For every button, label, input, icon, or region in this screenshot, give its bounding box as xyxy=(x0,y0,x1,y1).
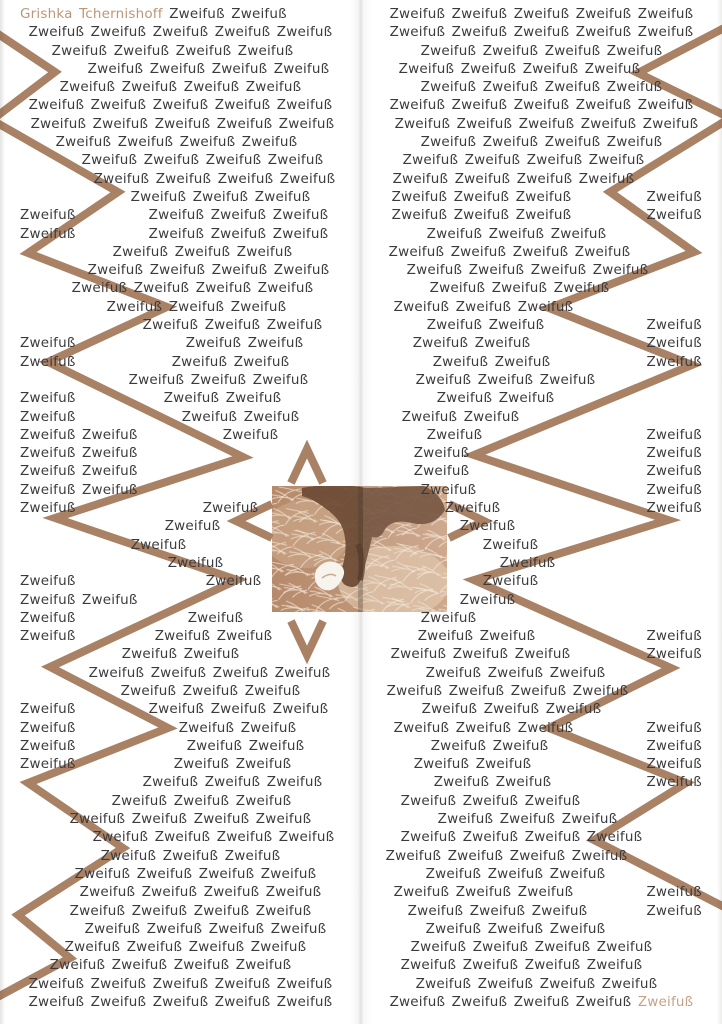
text-row xyxy=(361,883,722,901)
word-group-center: Zweifuß Zweifuß Zweifuß Zweifuß xyxy=(400,829,643,846)
text-row xyxy=(361,353,722,371)
word-group-center: Zweifuß Zweifuß Zweifuß xyxy=(100,847,281,864)
word-group-center: Zweifuß Zweifuß Zweifuß xyxy=(437,811,618,828)
word-group-left: Zweifuß Zweifuß xyxy=(20,426,138,443)
text-row xyxy=(361,42,722,60)
text-row xyxy=(0,389,361,407)
word-group-center: Zweifuß xyxy=(202,500,259,517)
word-group-center: Zweifuß Zweifuß Zweifuß xyxy=(391,188,572,205)
word-group-center: Zweifuß Zweifuß Zweifuß Zweifuß xyxy=(420,42,663,59)
text-row xyxy=(0,572,361,590)
word-group-left: Zweifuß Zweifuß xyxy=(20,463,138,480)
text-row xyxy=(0,96,361,114)
word-group-center: Zweifuß Zweifuß Zweifuß xyxy=(400,792,581,809)
word-group-center: Zweifuß Zweifuß xyxy=(186,737,305,754)
text-row xyxy=(361,609,722,627)
word-group-left: Zweifuß xyxy=(20,701,76,718)
text-row xyxy=(361,23,722,41)
word-group-center: Zweifuß Zweifuß Zweifuß Zweifuß xyxy=(410,939,653,956)
word-group-left: Zweifuß xyxy=(20,408,76,425)
text-row xyxy=(361,572,722,590)
word-group-center: Zweifuß Zweifuß Zweifuß Zweifuß xyxy=(388,243,631,260)
highlighted-final-word: Zweifuß xyxy=(637,994,694,1011)
word-group-center: Zweifuß xyxy=(164,518,221,535)
word-group-center: Zweifuß Zweifuß xyxy=(181,408,300,425)
word-group-right: Zweifuß xyxy=(646,335,702,352)
text-row xyxy=(361,902,722,920)
word-group-right: Zweifuß xyxy=(646,353,702,370)
word-group-center: Zweifuß Zweifuß Zweifuß xyxy=(112,243,293,260)
word-group-center: Zweifuß Zweifuß Zweifuß Zweifuß xyxy=(385,847,628,864)
text-row xyxy=(361,78,722,96)
text-row xyxy=(361,188,722,206)
text-row xyxy=(0,243,361,261)
word-group-center: Zweifuß xyxy=(187,609,244,626)
word-group-left: Zweifuß xyxy=(20,756,76,773)
word-group-center: Zweifuß Zweifuß Zweifuß Zweifuß xyxy=(400,957,643,974)
text-row xyxy=(361,115,722,133)
word-group-center: Zweifuß Zweifuß xyxy=(173,756,292,773)
text-row xyxy=(361,773,722,791)
word-group-center: Zweifuß Zweifuß Zweifuß xyxy=(421,701,602,718)
text-row xyxy=(0,956,361,974)
text-row xyxy=(0,938,361,956)
word-group-center: Zweifuß xyxy=(167,554,224,571)
word-group-left: Zweifuß xyxy=(20,225,76,242)
word-group-left: Zweifuß xyxy=(20,719,76,736)
text-row xyxy=(361,737,722,755)
word-group-center: Zweifuß Zweifuß Zweifuß Zweifuß Zweifuß xyxy=(28,975,333,992)
text-row xyxy=(0,536,361,554)
word-group-center: Zweifuß xyxy=(222,426,279,443)
word-group-left: Zweifuß Zweifuß xyxy=(20,445,138,462)
word-group-center: Zweifuß Zweifuß xyxy=(121,646,240,663)
text-row xyxy=(0,664,361,682)
text-row xyxy=(0,353,361,371)
text-row xyxy=(361,60,722,78)
text-row xyxy=(0,225,361,243)
word-group-center: Zweifuß Zweifuß Zweifuß Zweifuß xyxy=(49,957,292,974)
word-group-center: Zweifuß Zweifuß Zweifuß Zweifuß xyxy=(81,152,324,169)
word-group-left: Zweifuß xyxy=(20,335,76,352)
word-group-center: Zweifuß Zweifuß Zweifuß xyxy=(148,207,329,224)
text-row xyxy=(361,298,722,316)
text-row xyxy=(361,444,722,462)
text-row xyxy=(361,517,722,535)
word-group-center: Zweifuß Zweifuß Zweifuß xyxy=(393,298,574,315)
word-group-left: Zweifuß xyxy=(20,500,76,517)
text-row xyxy=(361,755,722,773)
word-group-center: Zweifuß Zweifuß xyxy=(432,353,551,370)
text-row xyxy=(0,151,361,169)
word-group-center: Zweifuß Zweifuß Zweifuß xyxy=(429,280,610,297)
text-row xyxy=(0,371,361,389)
text-row xyxy=(361,792,722,810)
word-group-center: Zweifuß Zweifuß Zweifuß Zweifuß xyxy=(420,134,663,151)
word-group-center: Zweifuß Zweifuß Zweifuß xyxy=(425,664,606,681)
word-group-center: Zweifuß Zweifuß Zweifuß xyxy=(393,719,574,736)
word-group-center: Zweifuß Zweifuß Zweifuß xyxy=(391,207,572,224)
word-group-center: Zweifuß Zweifuß Zweifuß Zweifuß xyxy=(74,865,317,882)
word-group-left: Zweifuß xyxy=(20,207,76,224)
word-group-center: Zweifuß Zweifuß Zweifuß Zweifuß xyxy=(88,664,331,681)
word-group-center: Zweifuß Zweifuß xyxy=(413,756,532,773)
word-group-center: Zweifuß Zweifuß Zweifuß xyxy=(142,774,323,791)
text-row xyxy=(361,133,722,151)
word-group-center: Zweifuß Zweifuß Zweifuß Zweifuß Zweifuß xyxy=(28,97,333,114)
word-group-center: Zweifuß Zweifuß Zweifuß xyxy=(111,792,292,809)
word-group-center: Zweifuß Zweifuß Zweifuß Zweifuß xyxy=(64,939,307,956)
word-group-center: Zweifuß Zweifuß Zweifuß Zweifuß Zweifuß xyxy=(30,115,335,132)
word-group-center: Zweifuß Zweifuß xyxy=(154,628,273,645)
text-row xyxy=(361,554,722,572)
word-group-center: Zweifuß Zweifuß Zweifuß xyxy=(106,298,287,315)
word-group-center: Zweifuß Zweifuß Zweifuß Zweifuß Zweifuß xyxy=(28,994,333,1011)
word-group-left: Zweifuß xyxy=(20,609,76,626)
text-row xyxy=(0,42,361,60)
word-group-center: Zweifuß Zweifuß xyxy=(433,774,552,791)
word-group-right: Zweifuß xyxy=(646,884,702,901)
word-group-center: Zweifuß Zweifuß xyxy=(417,628,536,645)
word-group-center: Zweifuß Zweifuß xyxy=(430,737,549,754)
text-row xyxy=(0,78,361,96)
word-group-right: Zweifuß xyxy=(646,463,702,480)
text-row xyxy=(361,536,722,554)
word-group-right: Zweifuß xyxy=(646,719,702,736)
word-group-right: Zweifuß xyxy=(646,481,702,498)
text-row xyxy=(361,645,722,663)
word-group-center: Zweifuß xyxy=(482,573,539,590)
right-page xyxy=(361,0,722,1024)
text-row xyxy=(361,700,722,718)
word-group-center: Zweifuß Zweifuß Zweifuß Zweifuß xyxy=(93,170,336,187)
word-group-center: Zweifuß Zweifuß Zweifuß Zweifuß Zweifuß xyxy=(394,115,699,132)
word-group-center: Zweifuß xyxy=(413,463,470,480)
word-group-center: Zweifuß xyxy=(426,426,483,443)
text-row: Grishka Tchernishoff Zweifuß Zweifuß xyxy=(20,6,287,22)
word-group-center: Zweifuß Zweifuß Zweifuß Zweifuß xyxy=(87,262,330,279)
word-group-left: Zweifuß xyxy=(20,390,76,407)
word-group-center: Zweifuß xyxy=(205,573,262,590)
word-group-left: Zweifuß xyxy=(20,573,76,590)
text-row xyxy=(361,865,722,883)
word-group-center: Zweifuß Zweifuß Zweifuß xyxy=(120,682,301,699)
word-group-center: Zweifuß Zweifuß Zweifuß Zweifuß xyxy=(386,682,629,699)
word-group-center: Zweifuß Zweifuß Zweifuß Zweifuß xyxy=(59,79,302,96)
word-group-right: Zweifuß xyxy=(646,426,702,443)
word-group-center: Zweifuß Zweifuß xyxy=(401,408,520,425)
text-row xyxy=(361,243,722,261)
text-row xyxy=(0,115,361,133)
word-group-center: Zweifuß Zweifuß Zweifuß Zweifuß xyxy=(415,975,658,992)
text-row xyxy=(0,865,361,883)
text-row xyxy=(0,737,361,755)
text-row xyxy=(361,591,722,609)
word-group-center: Zweifuß Zweifuß Zweifuß Zweifuß Zweifuß xyxy=(389,994,694,1011)
word-group-right: Zweifuß xyxy=(646,902,702,919)
word-group-right: Zweifuß xyxy=(646,774,702,791)
author-name: Grishka Tchernishoff xyxy=(20,6,163,22)
word-group-center: Zweifuß Zweifuß Zweifuß Zweifuß xyxy=(398,60,641,77)
word-group-right: Zweifuß xyxy=(646,756,702,773)
word-group-right: Zweifuß xyxy=(646,317,702,334)
word-group-right: Zweifuß xyxy=(646,628,702,645)
text-row xyxy=(361,261,722,279)
text-row xyxy=(361,719,722,737)
text-row xyxy=(361,664,722,682)
text-row xyxy=(361,499,722,517)
text-row xyxy=(361,920,722,938)
text-row xyxy=(361,462,722,480)
word-group-left: Zweifuß Zweifuß xyxy=(20,591,138,608)
text-row xyxy=(0,261,361,279)
text-row xyxy=(361,170,722,188)
text-row xyxy=(0,133,361,151)
word-group-center: Zweifuß Zweifuß Zweifuß Zweifuß xyxy=(402,152,645,169)
text-row xyxy=(361,371,722,389)
text-row xyxy=(361,481,722,499)
text-row xyxy=(361,389,722,407)
word-group-center: Zweifuß Zweifuß xyxy=(163,390,282,407)
word-group-center: Zweifuß Zweifuß Zweifuß xyxy=(407,902,588,919)
word-group-center: Zweifuß Zweifuß Zweifuß Zweifuß Zweifuß xyxy=(389,24,694,41)
word-group-center: Zweifuß Zweifuß Zweifuß Zweifuß xyxy=(69,811,312,828)
word-group-left: Zweifuß xyxy=(20,628,76,645)
word-group-center: Zweifuß Zweifuß Zweifuß Zweifuß xyxy=(51,42,294,59)
text-row xyxy=(0,773,361,791)
word-group-center: Zweifuß Zweifuß Zweifuß xyxy=(393,884,574,901)
word-group-center: Zweifuß Zweifuß Zweifuß Zweifuß xyxy=(79,884,322,901)
text-row xyxy=(361,975,722,993)
word-group-center: Zweifuß Zweifuß Zweifuß Zweifuß Zweifuß xyxy=(389,6,694,22)
text-row xyxy=(361,316,722,334)
word-group-center: Zweifuß Zweifuß Zweifuß Zweifuß xyxy=(84,920,327,937)
text-row xyxy=(0,847,361,865)
word-group-center: Zweifuß Zweifuß Zweifuß xyxy=(425,865,606,882)
text-row xyxy=(361,96,722,114)
word-group-right: Zweifuß xyxy=(646,188,702,205)
text-row xyxy=(0,682,361,700)
text-row xyxy=(361,993,722,1011)
word-group-center: Zweifuß Zweifuß xyxy=(185,335,304,352)
word-group-center: Zweifuß Zweifuß xyxy=(436,390,555,407)
word-group-center: Zweifuß Zweifuß Zweifuß Zweifuß xyxy=(420,79,663,96)
text-row xyxy=(0,902,361,920)
text-row xyxy=(361,426,722,444)
text-row xyxy=(361,810,722,828)
word-group-center: Zweifuß Zweifuß xyxy=(178,719,297,736)
word-group-center: Zweifuß xyxy=(444,500,501,517)
word-group-left: Zweifuß xyxy=(20,353,76,370)
word-group-right: Zweifuß xyxy=(646,500,702,517)
text-row xyxy=(361,334,722,352)
text-row xyxy=(0,810,361,828)
word-group-center: Zweifuß xyxy=(413,445,470,462)
text-row xyxy=(361,938,722,956)
text-row xyxy=(0,554,361,572)
word-group-center: Zweifuß Zweifuß xyxy=(171,353,290,370)
text-row xyxy=(361,828,722,846)
text-row xyxy=(361,956,722,974)
word-group-center: Zweifuß xyxy=(420,481,477,498)
word-group-center: Zweifuß Zweifuß Zweifuß Zweifuß xyxy=(406,262,649,279)
word-group-center: Zweifuß Zweifuß Zweifuß Zweifuß xyxy=(69,902,312,919)
word-group-center: Zweifuß Zweifuß Zweifuß xyxy=(142,317,323,334)
word-group-center: Zweifuß xyxy=(459,518,516,535)
word-group-center: Zweifuß Zweifuß Zweifuß xyxy=(130,188,311,205)
word-group-right: Zweifuß xyxy=(646,646,702,663)
word-group-center: Zweifuß Zweifuß Zweifuß xyxy=(425,920,606,937)
word-group-right: Zweifuß xyxy=(646,207,702,224)
text-row xyxy=(0,60,361,78)
word-group-left: Zweifuß xyxy=(20,737,76,754)
word-group-center: Zweifuß xyxy=(130,536,187,553)
word-group-center: Zweifuß Zweifuß Zweifuß xyxy=(148,225,329,242)
text-row xyxy=(361,225,722,243)
text-row xyxy=(361,408,722,426)
word-group-center: Zweifuß Zweifuß Zweifuß Zweifuß xyxy=(55,134,298,151)
word-group-center: Zweifuß Zweifuß Zweifuß Zweifuß Zweifuß xyxy=(28,24,333,41)
text-row xyxy=(0,828,361,846)
text-row xyxy=(0,23,361,41)
text-row xyxy=(0,170,361,188)
text-row xyxy=(361,151,722,169)
word-group-center: Zweifuß Zweifuß Zweifuß Zweifuß Zweifuß xyxy=(389,97,694,114)
text-row xyxy=(0,792,361,810)
text-row xyxy=(361,847,722,865)
text-row xyxy=(361,5,722,23)
text-row xyxy=(361,627,722,645)
word-group-center: Zweifuß Zweifuß Zweifuß Zweifuß xyxy=(392,170,635,187)
word-group-center: Zweifuß Zweifuß Zweifuß xyxy=(148,701,329,718)
word-group-center: Zweifuß xyxy=(482,536,539,553)
text-row xyxy=(0,975,361,993)
text-row xyxy=(361,682,722,700)
text-row xyxy=(0,920,361,938)
word-group-center: Zweifuß Zweifuß Zweifuß Zweifuß xyxy=(92,829,335,846)
word-group-center: Zweifuß Zweifuß Zweifuß xyxy=(415,371,596,388)
text-row xyxy=(361,206,722,224)
word-group-center: Zweifuß xyxy=(459,591,516,608)
word-group-center: Zweifuß Zweifuß Zweifuß xyxy=(128,371,309,388)
word-group-center: Zweifuß Zweifuß Zweifuß xyxy=(426,225,607,242)
word-group-center: Zweifuß Zweifuß xyxy=(412,335,531,352)
word-group-center: Zweifuß Zweifuß Zweifuß xyxy=(390,646,571,663)
word-group-center: Zweifuß xyxy=(499,554,556,571)
text-row xyxy=(0,279,361,297)
text-row xyxy=(0,700,361,718)
word-group-center: Zweifuß Zweifuß Zweifuß Zweifuß xyxy=(71,280,314,297)
word-group-right: Zweifuß xyxy=(646,737,702,754)
word-group-center: Zweifuß Zweifuß Zweifuß Zweifuß xyxy=(87,60,330,77)
word-group-center: Zweifuß Zweifuß xyxy=(426,317,545,334)
word-group-center: Zweifuß xyxy=(420,609,477,626)
word-group-right: Zweifuß xyxy=(646,445,702,462)
text-row xyxy=(0,993,361,1011)
word-group-left: Zweifuß Zweifuß xyxy=(20,481,138,498)
text-row xyxy=(361,279,722,297)
